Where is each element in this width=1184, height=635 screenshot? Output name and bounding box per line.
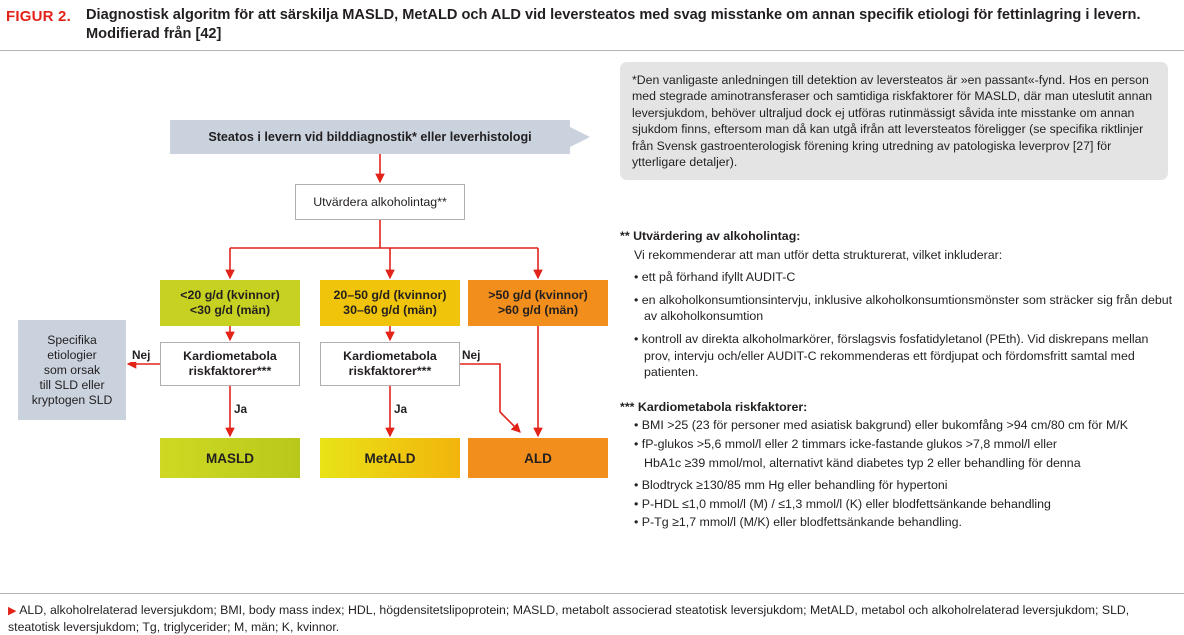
abbreviations xyxy=(8,602,1158,635)
cardio1-line2: riskfaktorer*** xyxy=(188,364,272,378)
node-dose-mid xyxy=(320,280,460,326)
cardio-bullet-2: • fP-glukos >5,6 mmol/l eller 2 timmars icke-fastande glukos >7,8 mmol/l eller xyxy=(634,436,1058,451)
figure-number: FIGUR 2. xyxy=(6,8,71,25)
node-masld: MASLD xyxy=(160,438,300,478)
figure-footer xyxy=(0,593,1184,635)
cardio-bullet-4: • P-HDL ≤1,0 mmol/l (M) / ≤1,3 mmol/l (K) eller blodfettsänkande behandling xyxy=(634,496,1051,511)
triangle-icon: ▶ xyxy=(8,605,17,617)
cardio-heading: *** Kardiometabola riskfaktorer: xyxy=(620,399,808,414)
cardio-bullet-5: • P-Tg ≥1,7 mmol/l (M/K) eller blodfettsänkande behandling. xyxy=(634,515,962,530)
node-metald: MetALD xyxy=(320,438,460,478)
alcohol-bullet-3: • kontroll av direkta alkoholmarkörer, förslagsvis fosfatidyletanol (PEth). Vid diskrepans mellan prov, intervju och/eller AUDIT-C rekommenderas ett fördjupat och fördomsfritt samtal med patienten. xyxy=(634,331,1149,380)
node-dose-high xyxy=(468,280,608,326)
edge-label-ja-2: Ja xyxy=(394,402,408,416)
alcohol-bullet-2: • en alkoholkonsumtionsintervju, inklusive alkoholkonsumtionsmönster som sträcker sig från debut av alkoholkonsumtion xyxy=(634,292,1173,324)
node-specific-etiologies xyxy=(18,320,126,420)
specifika-line1: Specifika xyxy=(47,332,97,347)
dose-mid-line1: 20–50 g/d (kvinnor) xyxy=(333,288,447,302)
figure-header xyxy=(0,0,1184,51)
alcohol-bullet-1: • ett på förhand ifyllt AUDIT-C xyxy=(634,270,796,285)
alcohol-heading: ** Utvärdering av alkoholintag: xyxy=(620,229,801,243)
figure-title: Diagnostisk algoritm för att särskilja MASLD, MetALD och ALD vid leversteatos med svag misstanke om annan specifik etiologi för fettinlagring i levern. Modifierad från [42] xyxy=(86,7,1141,42)
node-dose-low xyxy=(160,280,300,326)
node-evaluate-alcohol: Utvärdera alkoholintag** xyxy=(295,184,465,220)
flow-diagram xyxy=(0,52,610,572)
edge-label-ja-1: Ja xyxy=(234,402,248,416)
footnote-box: *Den vanligaste anledningen till detektion av leversteatos är »en passant«-fynd. Hos en person med stegrade aminotransferaser och samtidiga riskfaktorer för MASLD, där man uteslutit annan leversjukdom, behöver ultraljud dock ej utföras rutinmässigt såvida inte misstanke om annan sjukdom finns, eftersom man då kan utgå ifrån att leversteatos föreligger (se specifika riktlinjer från Svensk gastroenterologisk förening kring utredning av patologiska leverprov [27] för ytterligare detaljer). xyxy=(620,62,1168,180)
cardio1-line1: Kardiometabola xyxy=(183,349,277,363)
dose-mid-line2: 30–60 g/d (män) xyxy=(343,303,437,317)
specifika-line4: till SLD eller xyxy=(39,377,105,392)
node-ald: ALD xyxy=(468,438,608,478)
abbreviations-text: ALD, alkoholrelaterad leversjukdom; BMI, body mass index; HDL, högdensitetslipoprotein; MASLD, metabolt associerad steatotisk leversjukdom; MetALD, metabol och alkoholrelaterad leversjukdom; SLD, steatotisk leversjukdom; Tg, triglycerider; M, män; K, kvinnor. xyxy=(8,603,1130,634)
dose-low-line2: <30 g/d (män) xyxy=(189,303,271,317)
alcohol-intro: Vi rekommenderar att man utför detta strukturerat, vilket inkluderar: xyxy=(634,247,1003,262)
edge-label-nej-1: Nej xyxy=(132,348,151,362)
node-steatos: Steatos i levern vid bilddiagnostik* eller leverhistologi xyxy=(170,120,570,154)
specifika-line3: som orsak xyxy=(43,362,101,377)
cardio-bullet-3: • Blodtryck ≥130/85 mm Hg eller behandling för hypertoni xyxy=(634,478,948,493)
cardio2-line1: Kardiometabola xyxy=(343,349,437,363)
dose-low-line1: <20 g/d (kvinnor) xyxy=(180,288,280,302)
cardio-bullet-2-cont: HbA1c ≥39 mmol/mol, alternativt känd diabetes typ 2 eller behandling för denna xyxy=(644,455,1081,470)
edge-label-nej-2: Nej xyxy=(462,348,481,362)
specifika-line2: etiologier xyxy=(47,347,97,362)
explanatory-text xyxy=(620,228,1176,533)
cardio2-line2: riskfaktorer*** xyxy=(348,364,432,378)
cardio-bullet-1: • BMI >25 (23 för personer med asiatisk bakgrund) eller bukomfång >94 cm/80 cm för M/K xyxy=(634,418,1128,433)
specifika-line5: kryptogen SLD xyxy=(31,392,113,407)
node-cardiometabolic-2 xyxy=(320,342,460,386)
dose-high-line1: >50 g/d (kvinnor) xyxy=(488,288,588,302)
node-cardiometabolic-1 xyxy=(160,342,300,386)
dose-high-line2: >60 g/d (män) xyxy=(497,303,579,317)
